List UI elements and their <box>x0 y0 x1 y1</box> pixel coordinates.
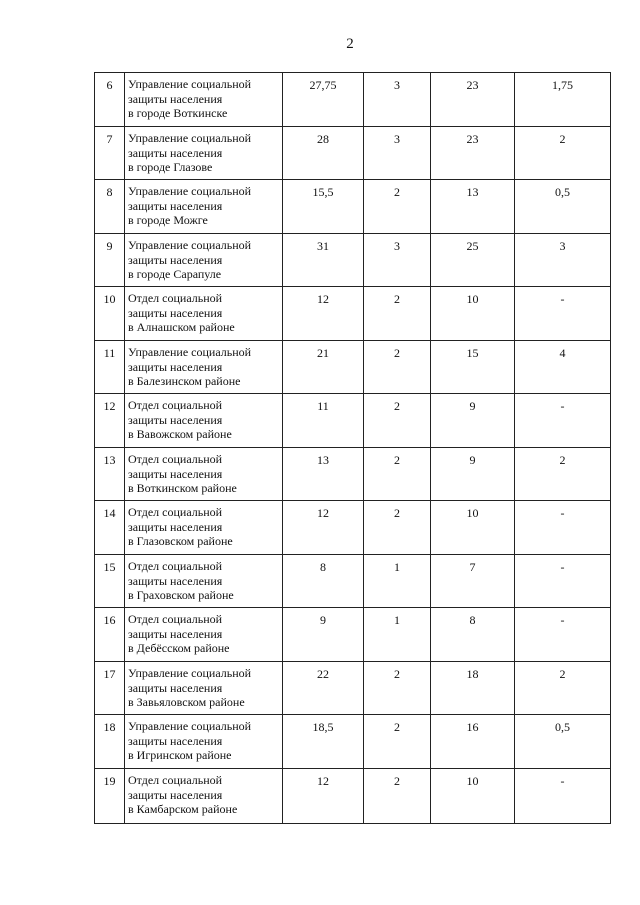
department-name-line: в городе Можге <box>128 213 208 227</box>
department-name-line: в Вавожском районе <box>128 427 232 441</box>
department-name-line: в Глазовском районе <box>128 534 233 548</box>
specialists-value: 13 <box>431 180 515 234</box>
specialists-value: 10 <box>431 501 515 555</box>
specialists-value: 10 <box>431 769 515 824</box>
department-name-line: защиты населения <box>128 787 223 802</box>
department-name-line: Управление социальной <box>128 666 252 680</box>
row-number: 13 <box>95 448 125 501</box>
table-row <box>95 555 611 608</box>
support-staff-value: 3 <box>515 234 611 287</box>
department-name-line: в Алнашском районе <box>128 320 235 334</box>
department-name-line: в городе Сарапуле <box>128 267 222 281</box>
total-staff-value: 11 <box>283 394 364 448</box>
total-staff-value: 28 <box>283 127 364 180</box>
department-name <box>125 501 283 555</box>
managers-value: 3 <box>364 73 431 127</box>
department-name-line: защиты населения <box>128 91 223 106</box>
total-staff-value: 12 <box>283 287 364 341</box>
row-number: 14 <box>95 501 125 555</box>
managers-value: 1 <box>364 608 431 662</box>
department-name-line: защиты населения <box>128 573 223 588</box>
row-number: 16 <box>95 608 125 662</box>
specialists-value: 7 <box>431 555 515 608</box>
department-name-line: Отдел социальной <box>128 773 223 787</box>
specialists-value: 10 <box>431 287 515 341</box>
department-name <box>125 73 283 127</box>
department-name-line: в Воткинском районе <box>128 481 237 495</box>
support-staff-value: - <box>515 287 611 341</box>
department-name-line: Управление социальной <box>128 77 252 91</box>
department-name <box>125 287 283 341</box>
department-name-line: защиты населения <box>128 626 223 641</box>
department-name-line: Управление социальной <box>128 184 252 198</box>
row-number: 6 <box>95 73 125 127</box>
managers-value: 2 <box>364 180 431 234</box>
support-staff-value: - <box>515 394 611 448</box>
department-name-line: в Балезинском районе <box>128 374 241 388</box>
department-name-line: в Граховском районе <box>128 588 234 602</box>
managers-value: 2 <box>364 501 431 555</box>
support-staff-value: - <box>515 501 611 555</box>
department-name-line: Отдел социальной <box>128 452 223 466</box>
department-name-line: защиты населения <box>128 252 223 267</box>
specialists-value: 23 <box>431 73 515 127</box>
department-name <box>125 394 283 448</box>
specialists-value: 8 <box>431 608 515 662</box>
row-number: 10 <box>95 287 125 341</box>
department-name-line: защиты населения <box>128 198 223 213</box>
department-name-line: защиты населения <box>128 359 223 374</box>
department-name-line: защиты населения <box>128 412 223 427</box>
department-name-line: в Дебёсском районе <box>128 641 230 655</box>
department-name <box>125 448 283 501</box>
specialists-value: 23 <box>431 127 515 180</box>
specialists-value: 9 <box>431 448 515 501</box>
specialists-value: 25 <box>431 234 515 287</box>
department-name-line: в Игринском районе <box>128 748 232 762</box>
department-name <box>125 769 283 824</box>
specialists-value: 9 <box>431 394 515 448</box>
department-name <box>125 662 283 715</box>
managers-value: 1 <box>364 555 431 608</box>
table-row <box>95 73 611 127</box>
managers-value: 2 <box>364 769 431 824</box>
department-name-line: Отдел социальной <box>128 291 223 305</box>
total-staff-value: 21 <box>283 341 364 394</box>
support-staff-value: - <box>515 608 611 662</box>
support-staff-value: 2 <box>515 448 611 501</box>
row-number: 9 <box>95 234 125 287</box>
department-name-line: Отдел социальной <box>128 398 223 412</box>
department-name-line: в Завьяловском районе <box>128 695 245 709</box>
managers-value: 2 <box>364 448 431 501</box>
table-row <box>95 769 611 824</box>
table-row <box>95 448 611 501</box>
department-name-line: защиты населения <box>128 305 223 320</box>
total-staff-value: 31 <box>283 234 364 287</box>
total-staff-value: 12 <box>283 501 364 555</box>
specialists-value: 16 <box>431 715 515 769</box>
department-name-line: защиты населения <box>128 680 223 695</box>
total-staff-value: 27,75 <box>283 73 364 127</box>
managers-value: 2 <box>364 662 431 715</box>
support-staff-value: - <box>515 555 611 608</box>
table-row <box>95 501 611 555</box>
table-row <box>95 234 611 287</box>
department-name-line: Отдел социальной <box>128 612 223 626</box>
table-row <box>95 608 611 662</box>
table-row <box>95 715 611 769</box>
department-name-line: Отдел социальной <box>128 559 223 573</box>
department-name <box>125 234 283 287</box>
department-name-line: защиты населения <box>128 519 223 534</box>
department-name-line: защиты населения <box>128 145 223 160</box>
page-number: 2 <box>346 36 354 52</box>
total-staff-value: 12 <box>283 769 364 824</box>
total-staff-value: 22 <box>283 662 364 715</box>
row-number: 18 <box>95 715 125 769</box>
support-staff-value: 2 <box>515 662 611 715</box>
managers-value: 3 <box>364 234 431 287</box>
row-number: 19 <box>95 769 125 824</box>
support-staff-value: 2 <box>515 127 611 180</box>
table-row <box>95 394 611 448</box>
specialists-value: 18 <box>431 662 515 715</box>
department-name <box>125 608 283 662</box>
row-number: 8 <box>95 180 125 234</box>
row-number: 17 <box>95 662 125 715</box>
department-name-line: в городе Глазове <box>128 160 213 174</box>
department-name <box>125 555 283 608</box>
support-staff-value: 0,5 <box>515 180 611 234</box>
department-name-line: в Камбарском районе <box>128 802 238 816</box>
row-number: 15 <box>95 555 125 608</box>
department-name <box>125 715 283 769</box>
department-name <box>125 127 283 180</box>
table-row <box>95 287 611 341</box>
row-number: 7 <box>95 127 125 180</box>
total-staff-value: 9 <box>283 608 364 662</box>
department-name-line: Управление социальной <box>128 345 252 359</box>
table-row <box>95 662 611 715</box>
staff-table <box>94 72 611 824</box>
department-name-line: Управление социальной <box>128 238 252 252</box>
department-name-line: Отдел социальной <box>128 505 223 519</box>
table-row <box>95 341 611 394</box>
specialists-value: 15 <box>431 341 515 394</box>
support-staff-value: 1,75 <box>515 73 611 127</box>
managers-value: 2 <box>364 394 431 448</box>
managers-value: 3 <box>364 127 431 180</box>
support-staff-value: 0,5 <box>515 715 611 769</box>
department-name-line: защиты населения <box>128 466 223 481</box>
managers-value: 2 <box>364 287 431 341</box>
managers-value: 2 <box>364 715 431 769</box>
department-name-line: Управление социальной <box>128 131 252 145</box>
total-staff-value: 15,5 <box>283 180 364 234</box>
table-row <box>95 127 611 180</box>
total-staff-value: 13 <box>283 448 364 501</box>
department-name-line: в городе Воткинске <box>128 106 228 120</box>
support-staff-value: 4 <box>515 341 611 394</box>
staff-table-body <box>95 73 611 824</box>
department-name <box>125 341 283 394</box>
support-staff-value: - <box>515 769 611 824</box>
row-number: 12 <box>95 394 125 448</box>
department-name <box>125 180 283 234</box>
department-name-line: Управление социальной <box>128 719 252 733</box>
row-number: 11 <box>95 341 125 394</box>
total-staff-value: 8 <box>283 555 364 608</box>
table-row <box>95 180 611 234</box>
managers-value: 2 <box>364 341 431 394</box>
department-name-line: защиты населения <box>128 733 223 748</box>
total-staff-value: 18,5 <box>283 715 364 769</box>
